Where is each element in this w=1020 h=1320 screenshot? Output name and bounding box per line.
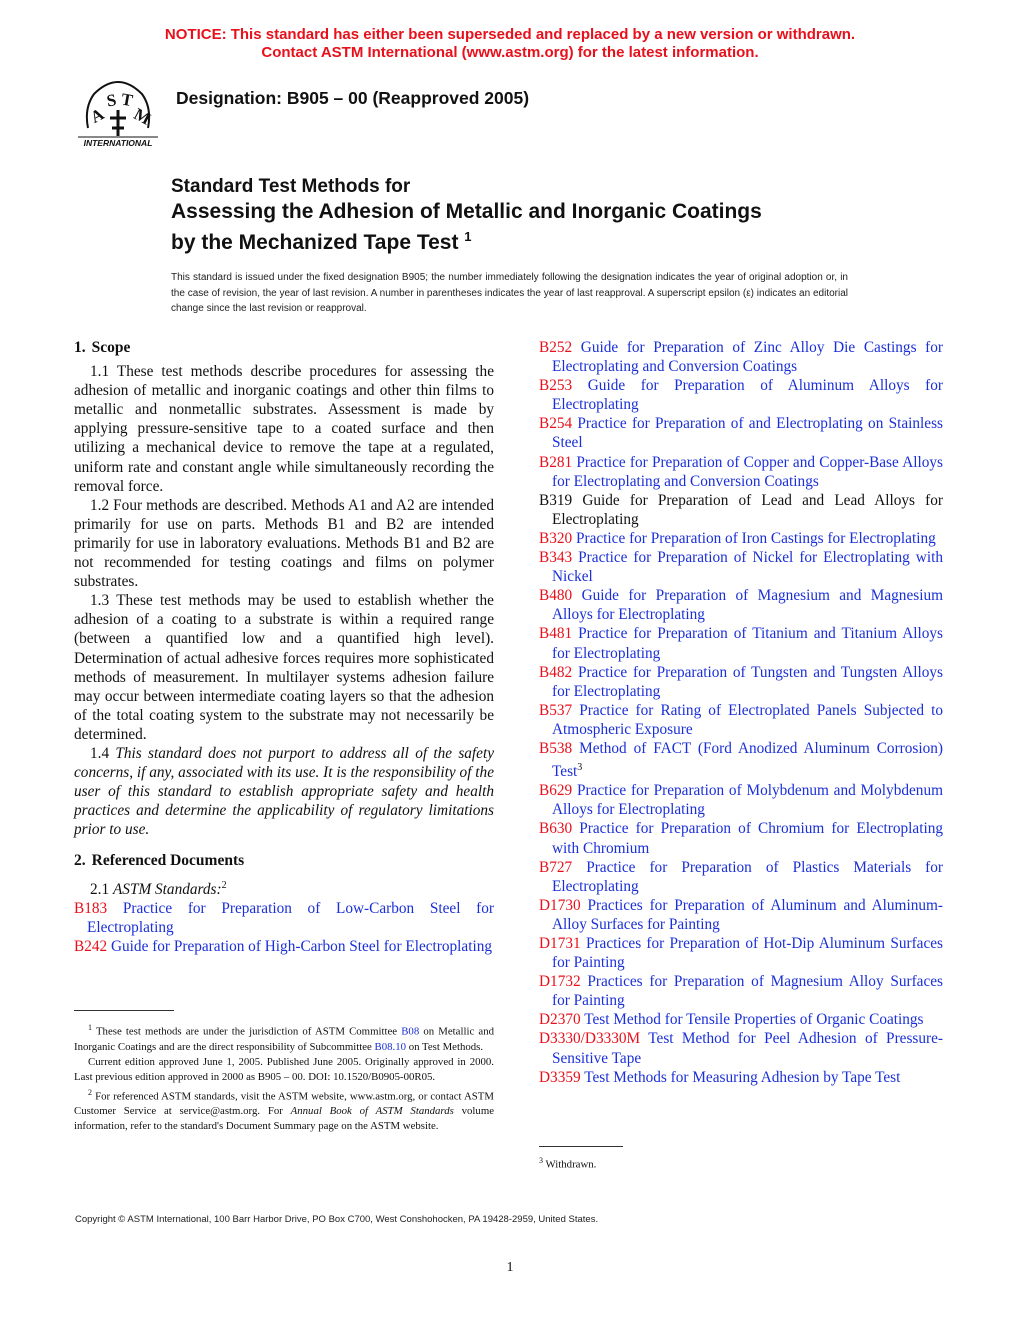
reference-title[interactable]: Practice for Preparation of Titanium and Titanium Alloys for Electroplating [552,625,944,662]
reference-item[interactable] [539,896,943,934]
left-column [74,338,494,956]
notice-line-1: NOTICE: This standard has either been superseded and replaced by a new version or withdrawn. [164,26,856,43]
reference-item[interactable] [539,586,943,624]
right-column [539,338,943,1087]
reference-item[interactable] [539,739,943,781]
reference-title[interactable]: Practices for Preparation of Hot-Dip Aluminum Surfaces for Painting [552,935,943,972]
svg-text:M: M [130,104,154,129]
svg-text:T: T [119,89,135,111]
title-line-2: by the Mechanized Tape Test $^1$ [171,229,472,254]
reference-title[interactable]: Guide for Preparation of Lead and Lead Alloys for Electroplating [552,491,943,528]
copyright: Copyright © ASTM International, 100 Barr Harbor Drive, PO Box C700, West Conshohocken, PA 19428-2959, United States. [75,1214,599,1225]
designation: Designation: B905 – 00 (Reapproved 2005) [176,88,530,108]
reference-title[interactable]: Guide for Preparation of Aluminum Alloys for Electroplating [552,377,943,414]
reference-code[interactable]: D3330/D3330M [539,1030,641,1048]
svg-text:A: A [87,104,108,127]
astm-logo [76,78,160,150]
reference-code[interactable]: B481 [539,625,573,643]
reference-code[interactable]: B254 [539,415,573,433]
reference-title[interactable]: Practice for Preparation of Molybdenum and Molybdenum Alloys for Electroplating [552,782,943,819]
reference-title[interactable]: Practice for Preparation of Low-Carbon Steel for Electroplating [87,899,494,936]
withdrawal-notice [0,26,1020,62]
notice-line-2: Contact ASTM International (www.astm.org) for the latest information. [261,44,759,61]
reference-item[interactable] [539,624,943,662]
reference-title[interactable]: Practice for Preparation of Chromium for Electroplating with Chromium [552,820,943,857]
right-reference-list [539,338,943,1087]
reference-item[interactable] [539,376,943,414]
reference-title[interactable]: Practices for Preparation of Aluminum and Aluminum-Alloy Surfaces for Painting [552,896,943,933]
reference-item[interactable] [74,899,494,937]
paragraph-1-2: 1.2 Four methods are described. Methods A1 and A2 are intended primarily for use on parts. Methods B1 and B2 are intended primarily for use in laboratory evaluations. Methods B1 and B2 are not recommended for testing coatings and films on polymer substrates. [74,496,495,591]
logo-subtext: INTERNATIONAL [83,138,153,148]
reference-item[interactable] [539,491,943,529]
paragraph-1-4: 1.4 This standard does not purport to address all of the safety concerns, if any, associated with its use. It is the responsibility of the user of this standard to establish appropriate safety and health practices and determine the applicability of regulatory limitations prior to use. [74,744,495,839]
reference-code[interactable]: B480 [539,587,573,605]
reference-footnote-mark: 3 [577,762,583,774]
footnote-1-edition: Current edition approved June 1, 2005. Published June 2005. Originally approved in 2000. Last previous edition approved in 2000 as B905 – 00. DOI: 10.1520/B0905-00R05. [74,1055,494,1083]
reference-item[interactable] [539,548,943,586]
reference-title[interactable]: Practices for Preparation of Magnesium Alloy Surfaces for Painting [552,973,944,1010]
reference-title[interactable]: Practice for Preparation of Plastics Materials for Electroplating [552,858,944,895]
reference-title[interactable]: Practice for Preparation of and Electroplating on Stainless Steel [552,415,943,452]
reference-item[interactable] [74,937,494,956]
reference-item[interactable] [539,858,943,896]
reference-title[interactable]: Guide for Preparation of Zinc Alloy Die Castings for Electroplating and Conversion Coatings [552,339,943,376]
reference-title[interactable]: Practice for Preparation of Iron Castings for Electroplating [575,529,936,547]
title-line-1: Assessing the Adhesion of Metallic and Inorganic Coatings [171,200,762,223]
footnotes-left [74,1020,494,1134]
reference-code[interactable]: B242 [74,937,108,955]
document-title [171,175,762,255]
page-number: 1 [506,1260,514,1275]
reference-code[interactable]: B281 [539,453,573,471]
reference-item[interactable] [539,701,943,739]
reference-title[interactable]: Test Method for Tensile Properties of Organic Coatings [584,1011,924,1029]
paragraph-1-3: 1.3 These test methods may be used to establish whether the adhesion of a coating to a substrate is within a required range (between a quantified low and a quantified high level). Determination of actual adhesive forces requires more sophisticated methods of measurement. In multilayer systems adhesion failure may occur between intermediate coating layers so that the adhesion of the total coating system to the substrate may not necessarily be determined. [74,592,494,743]
reference-title[interactable]: Guide for Preparation of High-Carbon Steel for Electroplating [110,937,493,955]
reference-code[interactable]: B343 [539,549,573,567]
reference-code[interactable]: D1731 [539,935,581,952]
reference-title[interactable]: Test Method for Peel Adhesion of Pressure-Sensitive Tape [552,1030,943,1067]
footnote-2: $^2$ For referenced ASTM standards, visit the ASTM website, www.astm.org, or contact ASTM Customer Service at service@astm.org. For Annual Book of ASTM Standards volume information, refer to the standard's Document Summary page on the ASTM website. [74,1087,495,1133]
title-prefix: Standard Test Methods for [171,176,411,197]
reference-code[interactable]: B482 [539,663,573,681]
section-heading-referenced: 2. Referenced Documents [74,852,245,870]
svg-text:S: S [105,90,118,111]
reference-item[interactable] [539,972,943,1010]
reference-title[interactable]: Method of FACT (Ford Anodized Aluminum Corrosion) Test [552,739,944,781]
title-footnote-mark: 1 [464,229,472,244]
reference-code[interactable]: B319 [539,491,573,509]
reference-item[interactable] [539,338,943,376]
reference-code[interactable]: B537 [539,701,573,719]
footnote-3: $^3$ Withdrawn. [539,1156,597,1171]
reference-item[interactable] [539,529,943,548]
reference-title[interactable]: Practice for Rating of Electroplated Panels Subjected to Atmospheric Exposure [552,701,943,738]
astm-standards-label: 2.1 ASTM Standards:$^2$ [90,879,227,898]
subcommittee-link[interactable]: B08.10 [374,1040,407,1053]
reference-item[interactable] [539,934,943,972]
reference-item[interactable] [539,663,943,701]
reference-code[interactable]: D2370 [539,1011,581,1029]
reference-code[interactable]: D3359 [539,1068,581,1086]
section-heading-scope: 1. Scope [74,339,131,356]
reference-code[interactable]: B253 [539,377,573,395]
paragraph-1-1: 1.1 These test methods describe procedures for assessing the adhesion of metallic and inorganic coatings and other thin films to metallic and nonmetallic substrates. Assessment is made by applying pressure-sensitive tape to a coated surface and then utilizing a mechanical device to remove the tape at a regulated, uniform rate and constant angle while simultaneously recording the removal force. [74,363,494,495]
footnote-1: $^1$ These test methods are under the jurisdiction of ASTM Committee B08 on Metallic and Inorganic Coatings and are the direct responsibility of Subcommittee B08.10 on Test Methods. [74,1023,494,1053]
reference-item[interactable] [539,1068,943,1087]
reference-title[interactable]: Practice for Preparation of Nickel for Electroplating with Nickel [552,549,944,586]
issue-note: This standard is issued under the fixed designation B905; the number immediately following the designation indicates the year of original adoption or, in the case of revision, the year of last revision. A number in parentheses indicates the year of last reapproval. A superscript epsilon (ε) indicates an editorial change since the last revision or reapproval. [171,272,848,314]
reference-code[interactable]: B629 [539,782,573,800]
reference-code[interactable]: D1730 [539,896,581,914]
reference-item[interactable] [539,453,943,491]
reference-code[interactable]: B538 [539,739,573,757]
footnote-divider-right [539,1146,623,1147]
reference-item[interactable] [539,1029,943,1067]
reference-item[interactable] [539,414,943,452]
left-reference-list [74,899,494,956]
footnote-divider-left [74,1010,174,1011]
reference-code[interactable]: B727 [539,858,573,876]
committee-link[interactable]: B08 [401,1025,420,1038]
reference-title[interactable]: Practice for Preparation of Tungsten and Tungsten Alloys for Electroplating [552,663,943,700]
reference-item[interactable] [539,1010,943,1029]
reference-code[interactable]: B183 [74,899,108,917]
reference-title[interactable]: Guide for Preparation of Magnesium and Magnesium Alloys for Electroplating [552,587,943,624]
reference-code[interactable]: B252 [539,339,573,356]
reference-item[interactable] [539,819,943,857]
reference-item[interactable] [539,781,943,819]
reference-code[interactable]: D1732 [539,973,581,991]
reference-code[interactable]: B320 [539,529,573,547]
reference-title[interactable]: Practice for Preparation of Copper and Copper-Base Alloys for Electroplating and Conversion Coatings [552,453,943,490]
reference-code[interactable]: B630 [539,820,573,838]
reference-title[interactable]: Test Methods for Measuring Adhesion by Tape Test [584,1068,901,1086]
